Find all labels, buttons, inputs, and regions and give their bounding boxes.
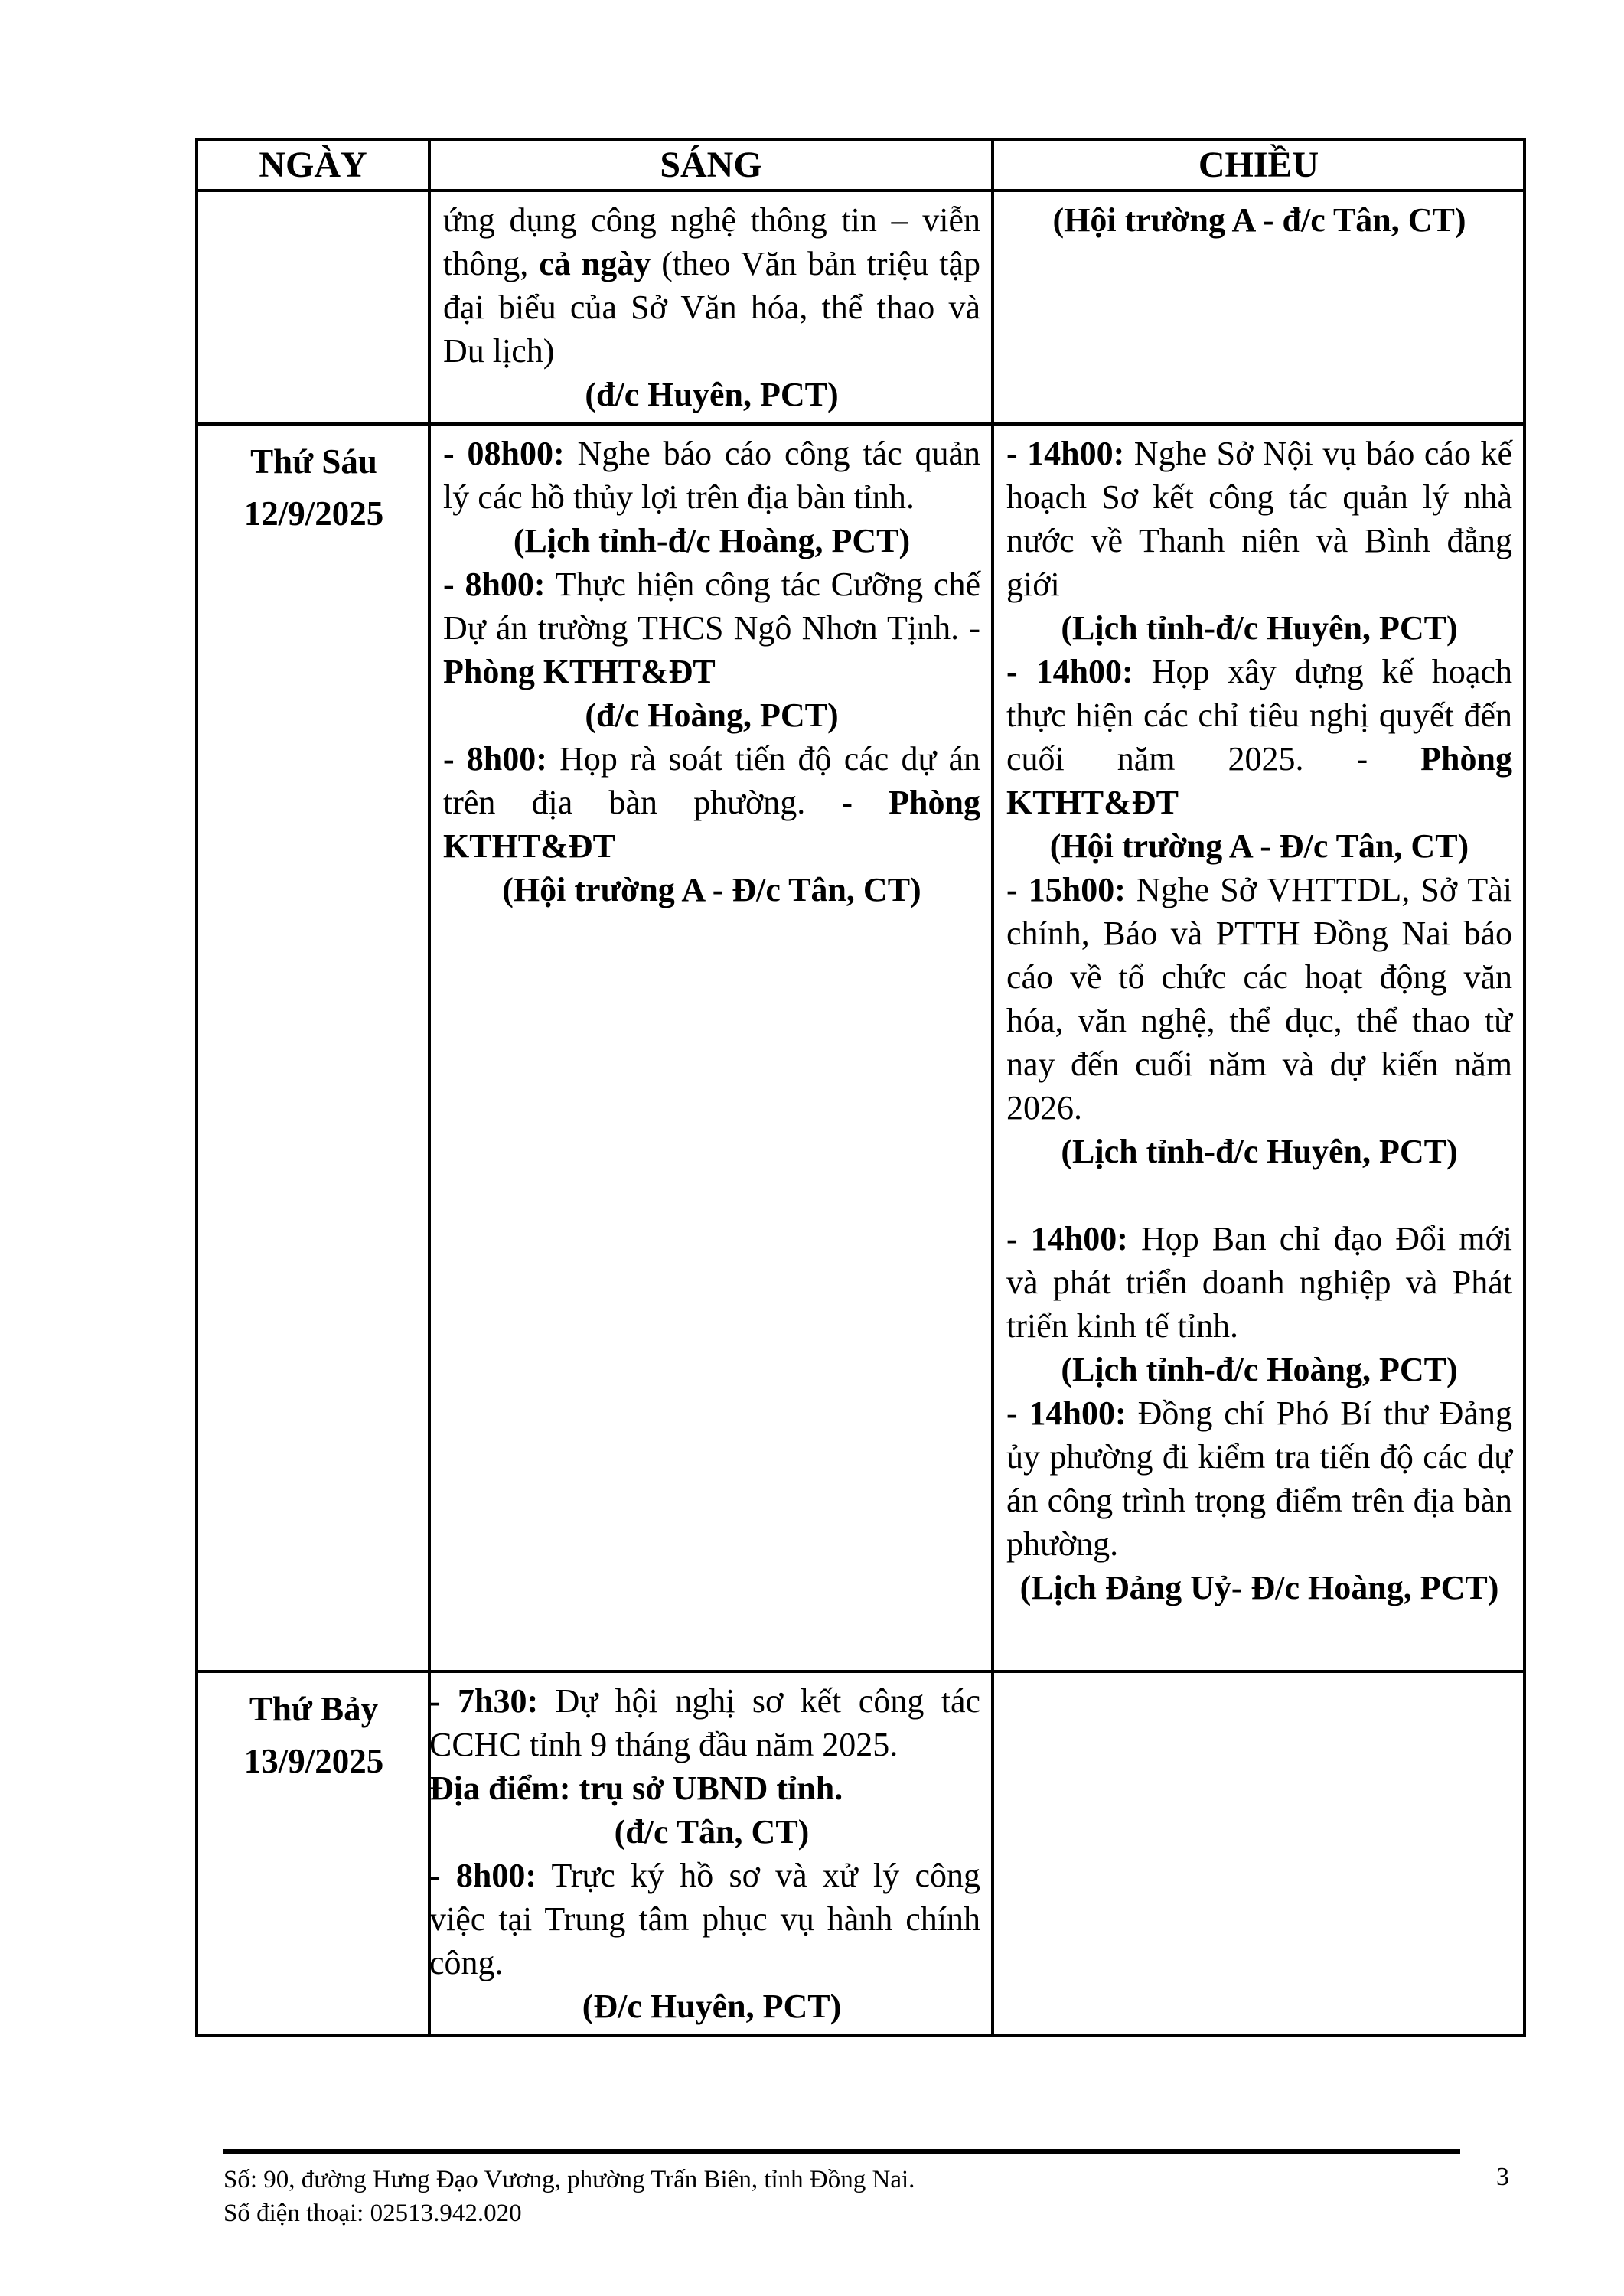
event-time: - 14h00: bbox=[1006, 435, 1125, 472]
event-time: - 8h00: bbox=[443, 566, 546, 603]
event-text: Nghe Sở VHTTDL, Sở Tài chính, Báo và PTTH Đồng Nai báo cáo về tổ chức các hoạt động văn hóa, văn nghệ, thể dục, thể thao từ nay đến cuối năm và dự kiến năm 2026. bbox=[1006, 871, 1513, 1127]
spacer bbox=[1006, 1173, 1512, 1217]
cell-afternoon-friday bbox=[993, 424, 1525, 1671]
event-text-paragraph bbox=[1006, 432, 1512, 606]
cell-morning-saturday bbox=[429, 1671, 993, 2036]
event-location: Phòng KTHT&ĐT bbox=[443, 653, 716, 690]
day-date: 13/9/2025 bbox=[243, 1742, 384, 1780]
event-signature: (Hội trường A - Đ/c Tân, CT) bbox=[502, 871, 921, 908]
schedule-row-saturday bbox=[197, 1671, 1525, 2036]
event-time: - 8h00: bbox=[429, 1857, 537, 1894]
event-text: Nghe Sở Nội vụ báo cáo kế hoạch Sơ kết công tác quản lý nhà nước về Thanh niên và Bình đẳng giới bbox=[1006, 435, 1512, 603]
event-text-paragraph bbox=[429, 1679, 980, 1766]
day-name: Thứ Sáu bbox=[250, 442, 377, 481]
schedule-row-friday bbox=[197, 424, 1525, 1671]
event-text: Nghe báo cáo công tác quản lý các hồ thủy lợi trên địa bàn tỉnh. bbox=[443, 435, 981, 516]
header-cell-afternoon: CHIỀU bbox=[993, 139, 1525, 191]
event-time: - 08h00: bbox=[443, 435, 565, 472]
header-row bbox=[197, 139, 1525, 191]
event-time: - 14h00: bbox=[1006, 1394, 1127, 1432]
event-text: Trực ký hồ sơ và xử lý công việc tại Trung tâm phục vụ hành chính công. bbox=[429, 1857, 980, 1981]
event-signature: (Hội trường A - đ/c Tân, CT) bbox=[1052, 201, 1466, 239]
event-text: Thực hiện công tác Cưỡng chế Dự án trường THCS Ngô Nhơn Tịnh. - bbox=[443, 566, 981, 647]
event-text: Họp Ban chỉ đạo Đổi mới và phát triển doanh nghiệp và Phát triển kinh tế tỉnh. bbox=[1006, 1220, 1512, 1345]
event-location-paragraph bbox=[429, 1766, 980, 1810]
event-text-paragraph bbox=[1006, 650, 1512, 824]
event-text-paragraph bbox=[443, 198, 980, 373]
event-signature: (đ/c Hoàng, PCT) bbox=[585, 696, 839, 734]
event-signature: (Hội trường A - Đ/c Tân, CT) bbox=[1049, 827, 1469, 865]
event-time: - 14h00: bbox=[1006, 653, 1133, 690]
header-cell-day: NGÀY bbox=[197, 139, 429, 191]
cell-day-friday bbox=[197, 424, 429, 1671]
day-date: 12/9/2025 bbox=[243, 494, 384, 533]
event-text: (theo Văn bản triệu tập đại biểu của Sở Văn hóa, thể thao và Du lịch) bbox=[443, 245, 980, 370]
event-signature: (đ/c Huyên, PCT) bbox=[585, 376, 839, 413]
page-number: 3 bbox=[1496, 2163, 1509, 2191]
event-text-paragraph bbox=[1006, 1391, 1512, 1566]
event-text: ứng dụng công nghệ thông tin – viễn thông, bbox=[443, 201, 980, 282]
event-text: Đồng chí Phó Bí thư Đảng ủy phường đi kiểm tra tiến độ các dự án công trình trọng điểm trên địa bàn phường. bbox=[1006, 1394, 1512, 1563]
event-text-paragraph bbox=[443, 737, 980, 868]
event-signature: (Lịch tỉnh-đ/c Hoàng, PCT) bbox=[1061, 1351, 1458, 1388]
header-cell-morning: SÁNG bbox=[429, 139, 993, 191]
event-time: - 7h30: bbox=[429, 1682, 539, 1720]
event-emphasis: cả ngày bbox=[539, 245, 651, 282]
cell-afternoon-continuation bbox=[993, 191, 1525, 424]
schedule-table bbox=[195, 138, 1526, 2037]
event-text: Dự hội nghị sơ kết công tác CCHC tỉnh 9 tháng đầu năm 2025. bbox=[429, 1682, 981, 1763]
footer bbox=[223, 2163, 915, 2230]
event-location: Địa điểm: trụ sở UBND tỉnh. bbox=[429, 1769, 843, 1807]
event-time: - 8h00: bbox=[443, 740, 547, 778]
cell-morning-continuation bbox=[429, 191, 993, 424]
footer-address: Số: 90, đường Hưng Đạo Vương, phường Trấn Biên, tỉnh Đồng Nai. bbox=[223, 2166, 915, 2193]
event-signature: (Lịch tỉnh-đ/c Huyên, PCT) bbox=[1061, 609, 1458, 647]
cell-day-saturday bbox=[197, 1671, 429, 2036]
event-text-paragraph bbox=[429, 1854, 980, 1985]
cell-day-empty bbox=[197, 191, 429, 424]
footer-divider bbox=[223, 2149, 1460, 2154]
event-text-paragraph bbox=[443, 563, 980, 693]
event-signature: (Lịch Đảng Uỷ- Đ/c Hoàng, PCT) bbox=[1019, 1569, 1499, 1606]
day-name: Thứ Bảy bbox=[249, 1690, 379, 1728]
cell-afternoon-saturday bbox=[993, 1671, 1525, 2036]
schedule-row-continuation bbox=[197, 191, 1525, 424]
event-signature: (Lịch tỉnh-đ/c Huyên, PCT) bbox=[1061, 1133, 1458, 1170]
footer-phone: Số điện thoại: 02513.942.020 bbox=[223, 2200, 522, 2227]
event-location: Phòng KTHT&ĐT bbox=[1006, 740, 1512, 821]
event-signature: (đ/c Tân, CT) bbox=[614, 1813, 810, 1851]
cell-morning-friday bbox=[429, 424, 993, 1671]
event-text-paragraph bbox=[1006, 1217, 1512, 1348]
event-text: Họp xây dựng kế hoạch thực hiện các chỉ tiêu nghị quyết đến cuối năm 2025. - bbox=[1006, 653, 1512, 778]
event-signature: (Đ/c Huyên, PCT) bbox=[582, 1988, 842, 2025]
event-text-paragraph bbox=[443, 432, 980, 519]
event-text: Họp rà soát tiến độ các dự án trên địa bàn phường. - bbox=[443, 740, 980, 821]
event-signature: (Lịch tỉnh-đ/c Hoàng, PCT) bbox=[513, 522, 911, 559]
event-time: - 15h00: bbox=[1006, 871, 1126, 908]
event-location: Phòng KTHT&ĐT bbox=[443, 784, 980, 865]
event-time: - 14h00: bbox=[1006, 1220, 1128, 1257]
event-text-paragraph bbox=[1006, 868, 1512, 1130]
